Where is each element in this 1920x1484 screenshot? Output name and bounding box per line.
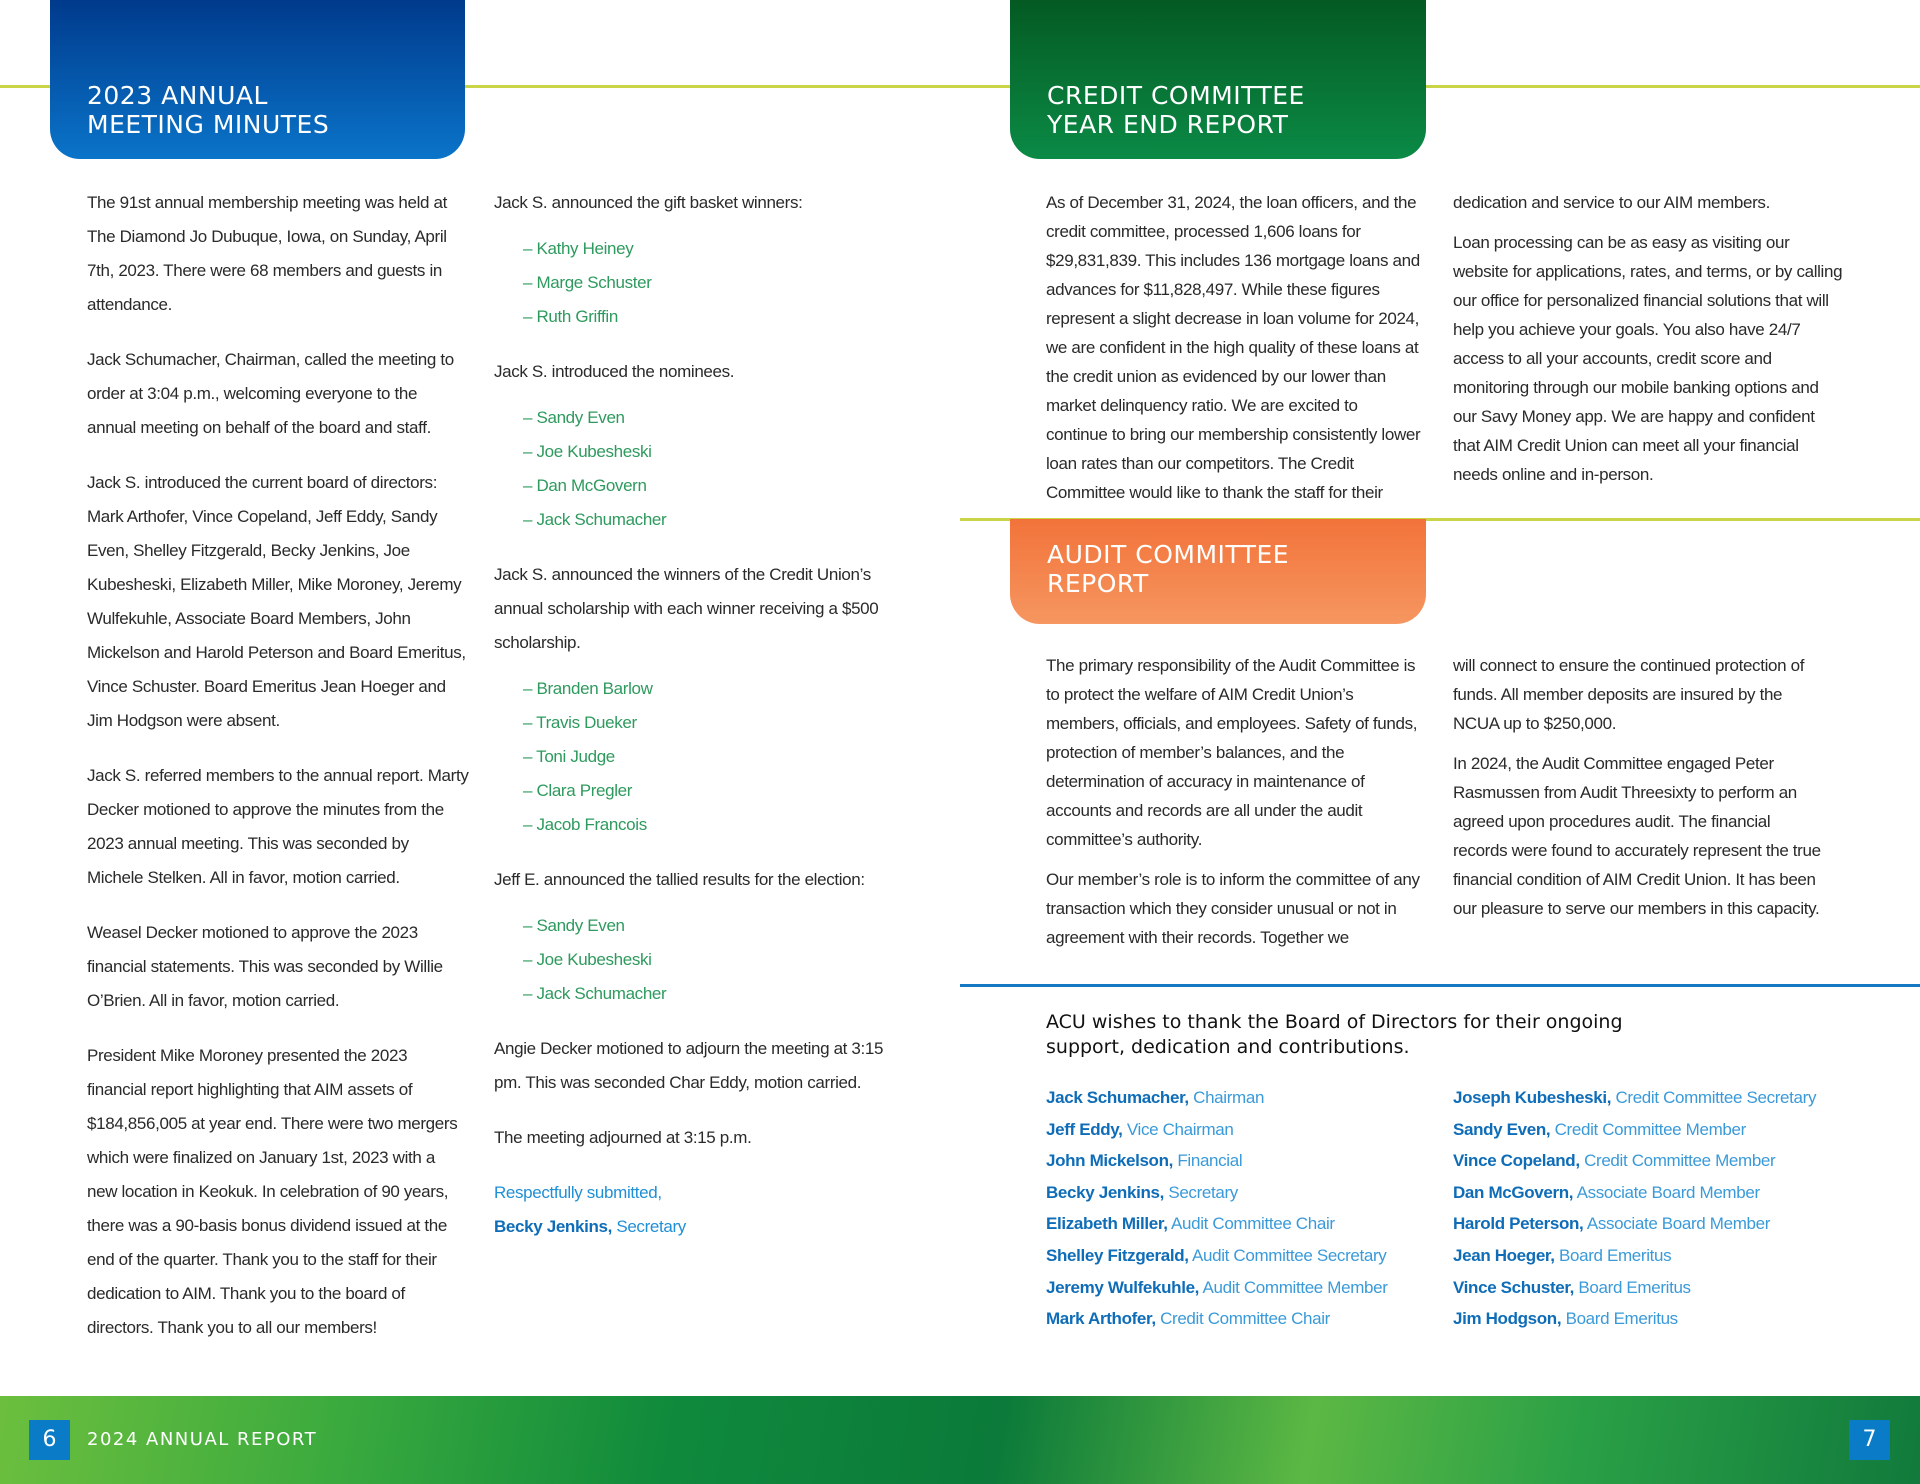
board-member-name: Harold Peterson, xyxy=(1453,1214,1584,1234)
board-member-name: Jeremy Wulfekuhle, xyxy=(1046,1277,1200,1297)
board-member-role: Vice Chairman xyxy=(1122,1119,1234,1139)
name-list-item: – Joe Kubesheski xyxy=(523,442,652,461)
adjourn-motion: Angie Decker motioned to adjourn the meeting at 3:15 pm. This was seconded Char Eddy, motion carried. xyxy=(494,1039,884,1092)
scholars-list xyxy=(494,672,884,842)
board-member-name: Joseph Kubesheski, xyxy=(1453,1088,1612,1107)
name-list-item: – Marge Schuster xyxy=(523,273,652,292)
signer-role: Secretary xyxy=(611,1217,686,1236)
name-list-item: – Joe Kubesheski xyxy=(523,950,652,969)
audit-header xyxy=(1010,519,1426,624)
board-member-role: Associate Board Member xyxy=(1583,1214,1771,1234)
board-member-role: Board Emeritus xyxy=(1574,1277,1691,1297)
paragraph: The 91st annual membership meeting was held at The Diamond Jo Dubuque, Iowa, on Sunday, April 7th, 2023. There were 68 members and guests in attendance. xyxy=(87,193,448,314)
board-member-role: Chairman xyxy=(1188,1088,1265,1107)
board-member xyxy=(1046,1145,1388,1177)
minutes-title-line2: MEETING MINUTES xyxy=(87,110,330,139)
footer-band xyxy=(0,1396,1920,1484)
name-list-item: – Toni Judge xyxy=(523,747,615,766)
paragraph: dedication and service to our AIM members. xyxy=(1453,193,1770,212)
board-member xyxy=(1453,1145,1816,1177)
board-member xyxy=(1046,1303,1388,1335)
page-number-left: 6 xyxy=(29,1420,70,1460)
name-list-item: – Jack Schumacher xyxy=(523,984,667,1003)
scholar-intro: Jack S. announced the winners of the Credit Union’s annual scholarship with each winner receiving a $500 scholarship. xyxy=(494,565,879,652)
election-intro: Jeff E. announced the tallied results for the election: xyxy=(494,870,865,889)
signature xyxy=(494,1210,884,1244)
thanks-heading: ACU wishes to thank the Board of Directors for their ongoing support, dedication and contributions. xyxy=(1046,1011,1623,1058)
board-member-role: Financial xyxy=(1173,1151,1243,1171)
board-member-name: Mark Arthofer, xyxy=(1046,1309,1156,1329)
paragraph: Jack S. referred members to the annual report. Marty Decker motioned to approve the minutes from the 2023 annual meeting. This was seconded by Michele Stelken. All in favor, motion carried. xyxy=(87,766,469,887)
board-member xyxy=(1046,1082,1388,1114)
board-member-role: Associate Board Member xyxy=(1573,1182,1760,1202)
name-list-item: – Ruth Griffin xyxy=(523,307,618,326)
paragraph: Jack Schumacher, Chairman, called the meeting to order at 3:04 p.m., welcoming everyone to the annual meeting on behalf of the board and staff. xyxy=(87,350,454,437)
board-member xyxy=(1453,1240,1816,1272)
board-member-name: Elizabeth Miller, xyxy=(1046,1214,1168,1234)
credit-column-2 xyxy=(1453,188,1843,500)
board-member xyxy=(1453,1082,1816,1114)
board-member xyxy=(1046,1177,1388,1209)
name-list-item: – Sandy Even xyxy=(523,408,625,427)
board-member-name: Shelley Fitzgerald, xyxy=(1046,1245,1189,1265)
board-member xyxy=(1046,1240,1388,1272)
board-member-role: Credit Committee Chair xyxy=(1155,1309,1330,1329)
signer-name: Becky Jenkins, xyxy=(494,1217,612,1236)
name-list-item: – Branden Barlow xyxy=(523,679,653,698)
paragraph: Weasel Decker motioned to approve the 2023 financial statements. This was seconded by Willie O’Brien. All in favor, motion carried. xyxy=(87,923,443,1010)
minutes-column-2 xyxy=(494,186,884,1244)
audit-title-line2: REPORT xyxy=(1047,569,1149,598)
credit-title-line1: CREDIT COMMITTEE xyxy=(1047,81,1305,110)
nominees-list xyxy=(494,401,884,537)
name-list-item: – Jack Schumacher xyxy=(523,510,667,529)
board-member-role: Board Emeritus xyxy=(1554,1245,1672,1265)
board-member xyxy=(1453,1272,1816,1304)
minutes-column-1 xyxy=(87,186,469,1366)
board-member xyxy=(1046,1208,1388,1240)
name-list-item: – Travis Dueker xyxy=(523,713,637,732)
paragraph: Jack S. introduced the current board of directors: Mark Arthofer, Vince Copeland, Jeff Eddy, Sandy Even, Shelley Fitzgerald, Becky Jenkins, Joe Kubesheski, Elizabeth Miller, Mike Moroney, Jeremy Wulfekuhle, Associate Board Members, John Mickelson and Harold Peterson and Board Emeritus, Vince Schuster. Board Emeritus Jean Hoeger and Jim Hodgson were absent. xyxy=(87,473,466,730)
minutes-header xyxy=(50,0,465,159)
paragraph: As of December 31, 2024, the loan officers, and the credit committee, processed 1,606 loans for $29,831,839. This includes 136 mortgage loans and advances for $11,828,497. While these figures represent a slight decrease in loan volume for 2024, we are confident in the high quality of these loans at the credit union as evidenced by our lower than market delinquency ratio. We are excited to continue to bring our membership consistently lower loan rates than our competitors. The Credit Committee would like to thank the staff for their xyxy=(1046,193,1421,502)
board-member-name: Becky Jenkins, xyxy=(1046,1182,1164,1202)
name-list-item: – Jacob Francois xyxy=(523,815,647,834)
board-member-role: Audit Committee Chair xyxy=(1167,1214,1335,1234)
minutes-title-line1: 2023 ANNUAL xyxy=(87,81,268,110)
board-member-name: Jeff Eddy, xyxy=(1046,1119,1123,1139)
board-member-role: Credit Committee Member xyxy=(1579,1151,1776,1171)
paragraph: will connect to ensure the continued protection of funds. All member deposits are insured by the NCUA up to $250,000. xyxy=(1453,656,1805,733)
board-member-name: Jack Schumacher, xyxy=(1046,1088,1189,1107)
board-member-name: John Mickelson, xyxy=(1046,1151,1173,1171)
adjourned-text: The meeting adjourned at 3:15 p.m. xyxy=(494,1128,752,1147)
paragraph: Our member’s role is to inform the committee of any transaction which they consider unusual or not in agreement with their records. Together we xyxy=(1046,870,1420,947)
board-member-role: Secretary xyxy=(1163,1182,1238,1202)
name-list-item: – Sandy Even xyxy=(523,916,625,935)
board-member xyxy=(1453,1177,1816,1209)
name-list-item: – Dan McGovern xyxy=(523,476,647,495)
nominee-intro: Jack S. introduced the nominees. xyxy=(494,362,735,381)
board-list-right xyxy=(1453,1082,1816,1335)
board-member-role: Audit Committee Secretary xyxy=(1188,1245,1387,1265)
board-member-name: Dan McGovern, xyxy=(1453,1182,1574,1202)
credit-header xyxy=(1010,0,1426,159)
elected-list xyxy=(494,909,884,1011)
board-member-role: Credit Committee Secretary xyxy=(1611,1088,1817,1107)
credit-title-line2: YEAR END REPORT xyxy=(1047,110,1289,139)
name-list-item: – Clara Pregler xyxy=(523,781,633,800)
board-member-role: Board Emeritus xyxy=(1561,1309,1678,1329)
name-list-item: – Kathy Heiney xyxy=(523,239,634,258)
board-member-role: Credit Committee Member xyxy=(1550,1119,1746,1139)
paragraph: In 2024, the Audit Committee engaged Peter Rasmussen from Audit Threesixty to perform an agreed upon procedures audit. The financial records were found to accurately represent the true financial condition of AIM Credit Union. It has been our pleasure to serve our members in this capacity. xyxy=(1453,754,1821,918)
gift-winners-list xyxy=(494,232,884,334)
paragraph: Loan processing can be as easy as visiting our website for applications, rates, and terms, or by calling our office for personalized financial solutions that will help you achieve your goals. You also have 24/7 access to all your accounts, credit score and monitoring through our mobile banking options and our Savy Money app. We are happy and confident that AIM Credit Union can meet all your financial needs online and in-person. xyxy=(1453,233,1843,484)
board-member-name: Vince Schuster, xyxy=(1453,1277,1575,1297)
signoff: Respectfully submitted, xyxy=(494,1183,662,1202)
board-member-name: Jim Hodgson, xyxy=(1453,1309,1562,1329)
board-member-name: Vince Copeland, xyxy=(1453,1151,1580,1171)
board-member xyxy=(1453,1303,1816,1335)
board-member-name: Jean Hoeger, xyxy=(1453,1245,1555,1265)
divider-blue xyxy=(960,984,1920,987)
board-member-name: Sandy Even, xyxy=(1453,1119,1551,1139)
board-list-left xyxy=(1046,1082,1388,1335)
audit-title-line1: AUDIT COMMITTEE xyxy=(1047,540,1290,569)
board-member xyxy=(1453,1114,1816,1146)
gift-intro: Jack S. announced the gift basket winners: xyxy=(494,193,803,212)
credit-column-1 xyxy=(1046,188,1421,518)
board-member-role: Audit Committee Member xyxy=(1199,1277,1388,1297)
board-member xyxy=(1046,1114,1388,1146)
board-member xyxy=(1453,1208,1816,1240)
audit-column-1 xyxy=(1046,651,1421,963)
page-number-right: 7 xyxy=(1849,1420,1890,1460)
board-member xyxy=(1046,1272,1388,1304)
paragraph: President Mike Moroney presented the 2023 financial report highlighting that AIM assets of $184,856,005 at year end. There were two mergers which were finalized on January 1st, 2023 with a new location in Keokuk. In celebration of 90 years, there was a 90-basis bonus dividend issued at the end of the quarter. Thank you to the staff for their dedication to AIM. Thank you to the board of directors. Thank you to all our members! xyxy=(87,1046,458,1337)
audit-column-2 xyxy=(1453,651,1828,934)
footer-title: 2024 ANNUAL REPORT xyxy=(87,1429,318,1450)
paragraph: The primary responsibility of the Audit Committee is to protect the welfare of AIM Credit Union’s members, officials, and employees. Safety of funds, protection of member’s balances, and the determination of accuracy in maintenance of accounts and records are all under the audit committee’s authority. xyxy=(1046,656,1418,849)
